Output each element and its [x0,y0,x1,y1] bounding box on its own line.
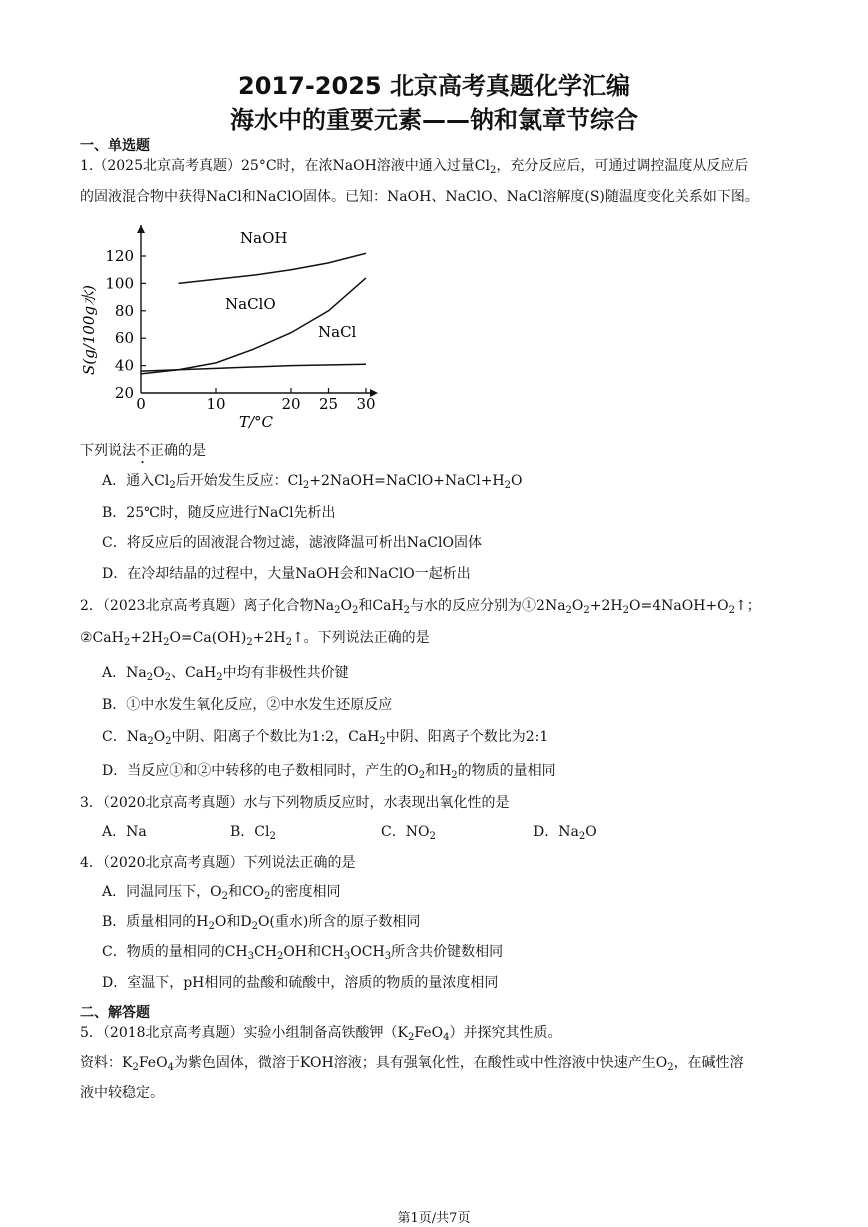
q3-option-c[interactable]: C．$NO_2$ [381,824,436,842]
q3-stem: 3．（2020北京高考真题）水与下列物质反应时，水表现出氧化性的是 [80,795,510,811]
section-heading-single-choice: 一、单选题 [80,138,150,154]
y-tick-label: 20 [114,384,134,402]
q5-info-line1: 资料：$K_2FeO_4$为紫色固体，微溶于KOH溶液；具有强氧化性，在酸性或中性溶液中快速产生$O_2$，在碱性溶 [80,1055,744,1073]
q1-prompt: 下列说法不正确的是 [80,443,206,459]
y-tick-label: 60 [114,329,134,348]
q3-option-b[interactable]: B．$Cl_2$ [230,824,276,842]
q2-stem-line1: 2．（2023北京高考真题）离子化合物$Na_2O_2$和CaH$_2$与水的反应分别为$①2Na_2O_2+2H_2O=4NaOH+O_2↑$； [80,598,761,616]
q1-stem-line2: 的固液混合物中获得NaCl和NaClO固体。已知：NaOH、NaClO、NaCl溶解度(S)随温度变化关系如下图。 [80,189,759,205]
page-title: 2017-2025 北京高考真题化学汇编 [238,72,630,100]
q3-option-a[interactable]: A．Na [102,824,147,840]
y-tick-label: 100 [105,274,134,293]
q4-option-b[interactable]: B．质量相同的$H_2O$和$D_2O$(重水)所含的原子数相同 [102,914,421,932]
q4-stem: 4．（2020北京高考真题）下列说法正确的是 [80,855,356,871]
y-axis-label: S(g/100g水) [80,285,98,375]
solubility-chart [80,225,410,435]
y-tick-label: 40 [114,356,134,375]
x-tick-label: 0 [136,395,146,413]
q2-option-c[interactable]: C．$Na_2O_2$中阴、阳离子个数比为1:2，CaH$_2$中阴、阳离子个数比为2:1 [102,729,549,747]
q2-option-b[interactable]: B．①中水发生氧化反应，②中水发生还原反应 [102,697,393,713]
x-tick-label: 30 [356,395,376,413]
q2-option-d[interactable]: D．当反应①和②中转移的电子数相同时，产生的$O_2$和$H_2$的物质的量相同 [102,763,556,781]
q1-option-b[interactable]: B．25℃时，随反应进行NaCl先析出 [102,505,336,521]
series-line-nacl [141,364,366,371]
q1-option-a[interactable]: A．通入$Cl_2$后开始发生反应：$Cl_2+2NaOH=NaClO+NaCl+H_2O$ [102,473,523,491]
q1-stem-line1: 1.（2025北京高考真题）25°C时，在浓NaOH溶液中通入过量$Cl_2$，充分反应后，可通过调控温度从反应后 [80,158,749,176]
q1-option-d[interactable]: D．在冷却结晶的过程中，大量NaOH会和NaClO一起析出 [102,566,471,582]
x-tick-label: 10 [206,395,226,413]
q4-option-a[interactable]: A．同温同压下，$O_2$和$CO_2$的密度相同 [102,884,341,902]
series-label-nacl: NaCl [318,323,357,341]
section-heading-answer: 二、解答题 [80,1005,150,1021]
q3-option-d[interactable]: D．$Na_2O$ [533,824,597,842]
x-axis-label: T/°C [238,413,274,431]
x-tick-label: 20 [281,395,301,413]
page-subtitle: 海水中的重要元素——钠和氯章节综合 [230,106,638,134]
series-label-naoh: NaOH [240,229,288,247]
q4-option-d[interactable]: D．室温下，pH相同的盐酸和硫酸中，溶质的物质的量浓度相同 [102,975,499,991]
y-tick-label: 120 [105,247,134,265]
page-footer: 第1页/共7页 [397,1211,471,1226]
q5-stem-line1: 5．（2018北京高考真题）实验小组制备高铁酸钾$(K_2FeO_4)$并探究其性质。 [80,1025,562,1043]
q2-option-a[interactable]: A．$Na_2O_2$、CaH$_2$中均有非极性共价键 [102,665,349,683]
x-tick-label: 25 [318,395,339,413]
q4-option-c[interactable]: C．物质的量相同的$CH_3CH_2OH$和$CH_3OCH_3$所含共价键数相同 [102,944,504,962]
series-line-naoh [179,253,367,283]
y-axis-arrow [137,225,145,233]
q2-stem-line2: $②CaH_2+2H_2O=Ca(OH)_2+2H_2↑$。下列说法正确的是 [80,630,430,648]
q1-option-c[interactable]: C．将反应后的固液混合物过滤，滤液降温可析出NaClO固体 [102,535,482,551]
q5-info-line2: 液中较稳定。 [80,1085,164,1101]
y-tick-label: 80 [114,301,134,320]
series-label-naclo: NaClO [225,295,276,313]
